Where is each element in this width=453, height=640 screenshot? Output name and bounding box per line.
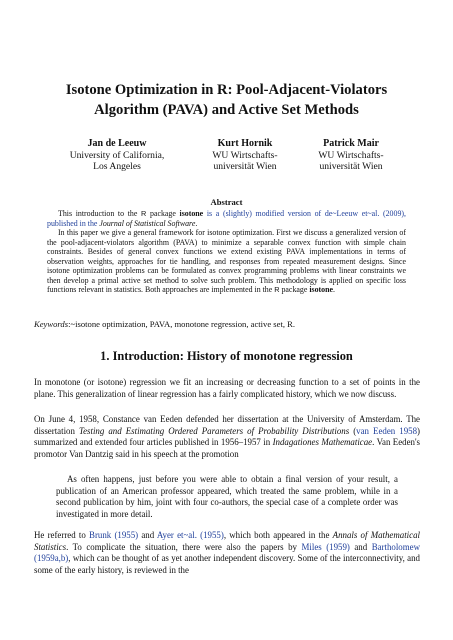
paragraph-text <box>34 414 420 460</box>
abstract <box>47 209 406 295</box>
keywords-label: Keywords <box>34 319 69 329</box>
journal-name: Journal of Statistical Software <box>99 218 196 228</box>
citation-link[interactable]: Brunk (1955) <box>89 530 139 540</box>
author-affiliation: University of California, <box>69 149 165 161</box>
body-paragraph-3 <box>34 530 420 576</box>
citation-link[interactable]: van Eeden 1958 <box>356 425 418 436</box>
abstract-text: . <box>333 285 335 295</box>
author-affiliation: Los Angeles <box>93 161 141 172</box>
title-line-2: Algorithm (PAVA) and Active Set Methods <box>94 102 359 118</box>
abstract-text: package <box>146 209 180 218</box>
abstract-paragraph <box>47 228 406 295</box>
paragraph-text: . To complicate the situation, there were also the papers by <box>66 541 302 552</box>
paragraph-text: and <box>349 541 372 552</box>
abstract-text: This introduction to the <box>58 209 142 218</box>
paragraph-text: and <box>138 530 157 540</box>
paragraph-text: , which both appeared in the <box>223 530 333 540</box>
citation-link[interactable]: Miles (1959) <box>301 541 350 552</box>
author-name: Kurt Hornik <box>217 138 273 149</box>
citation-link[interactable]: Ayer et~al. (1955) <box>156 530 224 540</box>
quote-text: As often happens, just before you were able to obtain a final version of your result, a publication of an American professor appeared, which treated the same problem, while in a second publication by him, joint with four co-authors, the special case of a complete order was investigated in more detail. <box>56 474 398 519</box>
author-3 <box>296 138 406 173</box>
author-2 <box>195 138 295 173</box>
paragraph-text: ( <box>349 425 357 436</box>
paragraph-text <box>34 530 420 576</box>
keywords-line <box>34 319 424 330</box>
body-paragraph-2 <box>34 414 420 460</box>
author-affiliation: universität Wien <box>213 161 277 172</box>
r-language-name: R <box>274 285 280 295</box>
paragraph-text: ) summarized and extended four articles published in 1956–1957 in <box>34 425 420 448</box>
author-affiliation: WU Wirtschafts- <box>318 149 384 161</box>
r-language-name: R <box>141 209 147 218</box>
abstract-text: package <box>279 285 310 295</box>
body-paragraph-1 <box>34 377 420 400</box>
title-line-1: Isotone Optimization in R: Pool-Adjacent-Violators <box>65 82 388 98</box>
paragraph-text: On June 4, 1958, Constance van Eeden defended her dissertation at the University of Amsterdam. The dissertation <box>34 414 420 436</box>
paragraph-text: , which can be thought of as yet another independent discovery. Some of the interconnectivity, and some of the early history, is reviewed in the <box>34 553 420 575</box>
author-affiliation: universität Wien <box>319 161 383 172</box>
package-name: isotone <box>309 285 333 295</box>
abstract-heading: Abstract <box>210 197 243 207</box>
abstract-text: . <box>195 218 198 228</box>
section-heading: 1. Introduction: History of monotone regression <box>100 349 353 363</box>
paragraph-text: . Van Eeden's promotor Van Dantzig said in his speech at the promotion <box>34 437 421 459</box>
author-name: Jan de Leeuw <box>87 138 147 149</box>
dissertation-title: Testing and Estimating Ordered Parameters of Probability Distributions <box>78 425 350 436</box>
abstract-text: In this paper we give a general framework for isotone optimization. First we discuss a generalized version of the pool-adjacent-violators algorithm (PAVA) to minimize a separable convex function with simple chain constraints. Besides of general convex functions we extend existing PAVA implementations in terms of observation weights, approaches for tie handling, and responses from repeated measurement designs. Since isotone optimization problems can be formulated as convex programming problems with linear constraints we then develop a primal active set method to solve such problem. This methodology is applied on specific loss functions relevant in statistics. Both approaches are implemented in the <box>47 228 406 295</box>
paragraph-text: He referred to <box>34 530 90 540</box>
author-affiliation: WU Wirtschafts- <box>212 149 278 161</box>
author-name: Patrick Mair <box>323 138 379 149</box>
paper-title <box>20 80 433 120</box>
author-block <box>0 138 453 178</box>
journal-name: Indagationes Mathematicae <box>272 437 373 448</box>
paragraph-text: In monotone (or isotone) regression we fit an increasing or decreasing function to a set of points in the plane. This generalization of linear regression has a fairly complicated history, which we now discuss. <box>34 377 420 399</box>
block-quote <box>56 474 398 520</box>
citation-link[interactable]: is a (slightly) modified version of de~Leeuw et~al. (2009), published in the <box>47 209 406 228</box>
keywords-text: :~isotone optimization, PAVA, monotone regression, active set, R. <box>68 319 296 329</box>
abstract-paragraph <box>47 209 406 228</box>
citation-link[interactable]: Bartholomew (1959a,b) <box>34 541 420 564</box>
author-1 <box>52 138 182 173</box>
package-name: isotone <box>179 209 204 218</box>
journal-name: Annals of Mathematical Statistics <box>34 530 420 552</box>
